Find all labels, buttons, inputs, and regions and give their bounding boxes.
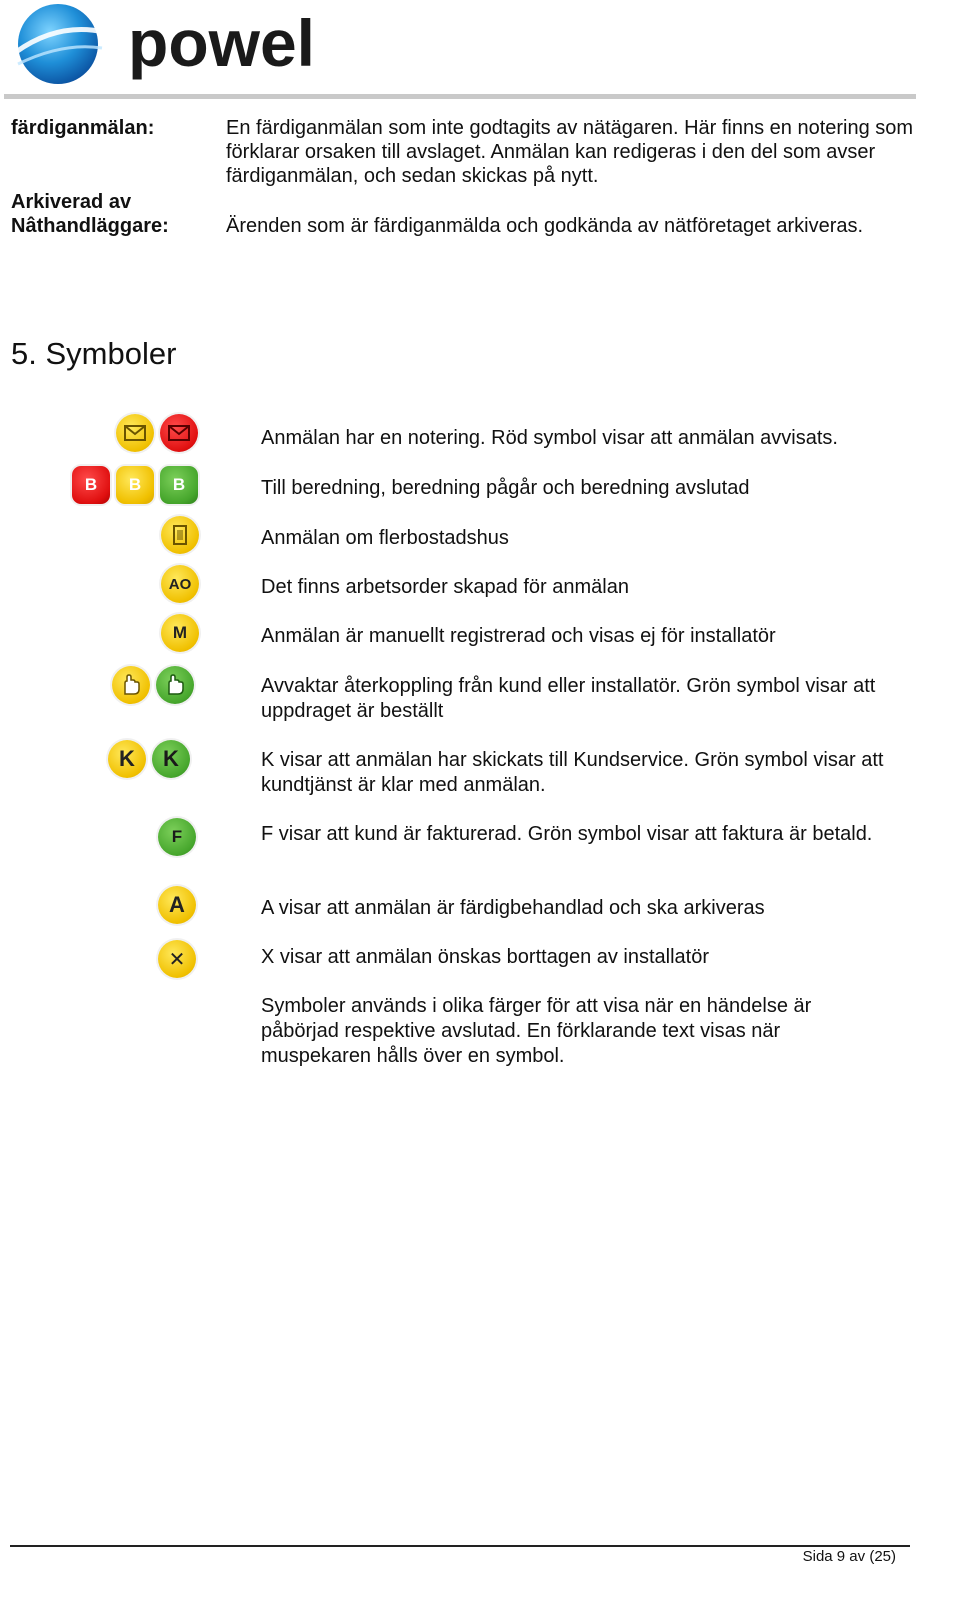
symbol-text-avvaktar: Avvaktar återkoppling från kund eller installatör. Grön symbol visar att uppdraget är beställt (261, 675, 876, 722)
svg-text:powel: powel (128, 6, 316, 80)
m-yellow-icon: M (161, 614, 199, 652)
b-red-icon: B (72, 466, 110, 504)
symbol-text-manuellt: Anmälan är manuellt registrerad och visas ej för installatör (261, 625, 776, 647)
x-yellow-icon: ✕ (158, 940, 196, 978)
symbol-text-arbetsorder: Det finns arbetsorder skapad för anmälan (261, 576, 629, 598)
page-number: Sida 9 av (25) (802, 1548, 896, 1565)
symbol-text-fakturerad: F visar att kund är fakturerad. Grön symbol visar att faktura är betald. (261, 823, 873, 845)
hand-yellow-icon (112, 666, 150, 704)
definition-fardiganmalan: En färdiganmälan som inte godtagits av nätägaren. Här finns en notering som förklarar orsaken till avslaget. Anmälan kan redigeras i den del som avser färdiganmälan, och sedan skickas på nytt. (226, 117, 914, 187)
symbol-text-kundservice: K visar att anmälan har skickats till Kundservice. Grön symbol visar att kundtjänst är klar med anmälan. (261, 749, 884, 796)
symbol-text-arkiveras: A visar att anmälan är färdigbehandlad och ska arkiveras (261, 897, 765, 919)
symbol-text-borttagen: X visar att anmälan önskas borttagen av installatör (261, 946, 710, 968)
definition-arkiverad: Ärenden som är färdiganmälda och godkända av nätföretaget arkiveras. (226, 215, 864, 237)
ao-yellow-icon: AO (161, 565, 199, 603)
envelope-red-icon (160, 414, 198, 452)
term-fardiganmalan: färdiganmälan: (11, 117, 155, 139)
k-green-icon: K (152, 740, 190, 778)
term-arkiverad (11, 190, 169, 238)
powel-logo (8, 2, 338, 88)
building-yellow-icon (161, 516, 199, 554)
header-rule (4, 94, 916, 99)
b-green-icon: B (160, 466, 198, 504)
section-title: 5. Symboler (11, 336, 177, 371)
b-yellow-icon: B (116, 466, 154, 504)
f-green-icon: F (158, 818, 196, 856)
a-yellow-icon: A (158, 886, 196, 924)
symbol-text-flerbostadshus: Anmälan om flerbostadshus (261, 527, 509, 549)
term-arkiverad-line1: Arkiverad av (11, 191, 132, 213)
symbol-text-beredning: Till beredning, beredning pågår och beredning avslutad (261, 477, 750, 499)
footer-rule (10, 1545, 910, 1547)
symbols-note: Symboler används i olika färger för att visa när en händelse är påbörjad respektive avslutad. En förklarande text visas när muspekaren hålls över en symbol. (261, 995, 812, 1067)
symbol-text-notering: Anmälan har en notering. Röd symbol visar att anmälan avvisats. (261, 427, 838, 449)
hand-green-icon (156, 666, 194, 704)
envelope-yellow-icon (116, 414, 154, 452)
term-arkiverad-line2: Nâthandläggare: (11, 215, 169, 237)
k-yellow-icon: K (108, 740, 146, 778)
